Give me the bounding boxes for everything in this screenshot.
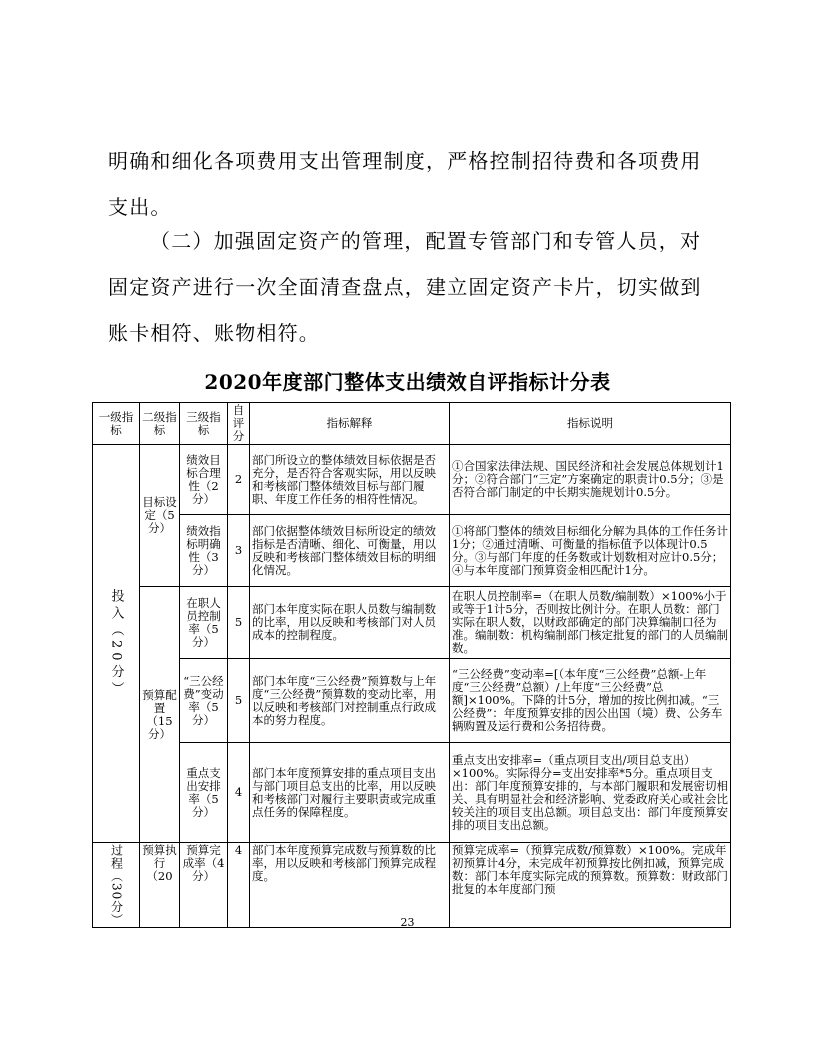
header-explain: 指标解释 — [250, 403, 450, 445]
explain-cell: 部门本年度“三公经费”预算数与上年度“三公经费”预算数的变动比率，用以反映和考核部门对控制重点行政成本的努力程度。 — [250, 659, 450, 743]
level3-cell: 绩效指标明确性（3分） — [180, 515, 228, 587]
table-header-row — [93, 403, 731, 445]
note-cell: 预算完成率=（预算完成数/预算数）×100%。完成年初预算计4分，未完成年初预算按比例扣减，预算完成数：部门本年度实际完成的预算数。预算数：财政部门批复的本年度部门预 — [450, 843, 731, 928]
note-cell: 重点支出安排率=（重点项目支出/项目总支出）×100%。实际得分=支出安排率*5分。重点项目支出：部门年度预算安排的，与本部门履职和发展密切相关、具有明显社会和经济影响、党委政府关心或社会比较关注的项目支出总额。项目总支出：部门年度预算安排的项目支出总额。 — [450, 743, 731, 843]
header-note: 指标说明 — [450, 403, 731, 445]
page-number: 23 — [400, 916, 415, 929]
level3-cell: 重点支出安排率（5分） — [180, 743, 228, 843]
score-cell: 5 — [228, 587, 250, 659]
table-row — [93, 659, 731, 743]
explain-cell: 部门本年度预算完成数与预算数的比率，用以反映和考核部门预算完成程度。 — [250, 843, 450, 928]
note-cell: “三公经费”变动率=[（本年度“三公经费”总额-上年度“三公经费”总额）/上年度“三公经费”总额]×100%。下降的计5分，增加的按比例扣减。“三公经费”：年度预算安排的因公出国（境）费、公务车辆购置及运行费和公务招待费。 — [450, 659, 731, 743]
score-cell: 4 — [228, 843, 250, 928]
table-row — [93, 843, 731, 928]
score-cell: 2 — [228, 445, 250, 515]
level3-cell: “三公经费”变动率（5分） — [180, 659, 228, 743]
table-row — [93, 743, 731, 843]
explain-cell: 部门依据整体绩效目标所设定的绩效指标是否清晰、细化、可衡量，用以反映和考核部门整体绩效目标的明细化情况。 — [250, 515, 450, 587]
table-row — [93, 587, 731, 659]
level1-input-cell — [93, 445, 140, 843]
level1-process-cell — [93, 843, 140, 928]
level2-budget-exec: 预算执行（20 — [140, 843, 180, 928]
body-paragraph-2: （二）加强固定资产的管理，配置专管部门和专管人员，对固定资产进行一次全面清查盘点，建立固定资产卡片，切实做到账卡相符、账物相符。 — [108, 229, 702, 345]
explain-cell: 部门本年度预算安排的重点项目支出与部门项目总支出的比率，用以反映和考核部门对履行主要职责或完成重点任务的保障程度。 — [250, 743, 450, 843]
note-cell: ①将部门整体的绩效目标细化分解为具体的工作任务计1分；②通过清晰、可衡量的指标值予以体现计0.5分。③与部门年度的任务数或计划数相对应计0.5分；④与本年度部门预算资金相匹配计1分。 — [450, 515, 731, 587]
note-cell: 在职人员控制率=（在职人员数/编制数）×100%小于或等于1计5分，否则按比例计分。在职人员数：部门实际在职人数，以财政部确定的部门决算编制口径为准。编制数：机构编制部门核定批复的部门的人员编制数。 — [450, 587, 731, 659]
level3-cell: 预算完成率（4分） — [180, 843, 228, 928]
level3-cell: 绩效目标合理性（2分） — [180, 445, 228, 515]
score-table — [92, 402, 731, 928]
table-row — [93, 515, 731, 587]
score-cell: 4 — [228, 743, 250, 843]
level2-target: 目标设定（5分） — [140, 445, 180, 587]
level3-cell: 在职人员控制率（5分） — [180, 587, 228, 659]
level1-input: 投入（20分） — [108, 588, 124, 699]
table-title: 2020年度部门整体支出绩效自评指标计分表 — [204, 370, 611, 394]
explain-cell: 部门本年度实际在职人员数与编制数的比率，用以反映和考核部门对人员成本的控制程度。 — [250, 587, 450, 659]
score-cell: 3 — [228, 515, 250, 587]
header-level1: 一级指标 — [93, 403, 140, 445]
note-cell: ①合国家法律法规、国民经济和社会发展总体规划计1分；②符合部门“三定”方案确定的职责计0.5分；③是否符合部门制定的中长期实施规划计0.5分。 — [450, 445, 731, 515]
explain-cell: 部门所设立的整体绩效目标依据是否充分，是否符合客观实际，用以反映和考核部门整体绩效目标与部门履职、年度工作任务的相符性情况。 — [250, 445, 450, 515]
header-level2: 二级指标 — [140, 403, 180, 445]
level2-budget-config: 预算配置（15分） — [140, 587, 180, 843]
score-cell: 5 — [228, 659, 250, 743]
header-level3: 三级指标 — [180, 403, 228, 445]
header-score: 自评分 — [228, 403, 250, 445]
level1-process: 过程（30分） — [109, 844, 124, 927]
body-paragraph-1: 明确和细化各项费用支出管理制度，严格控制招待费和各项费用支出。 — [108, 149, 702, 219]
table-row — [93, 445, 731, 515]
